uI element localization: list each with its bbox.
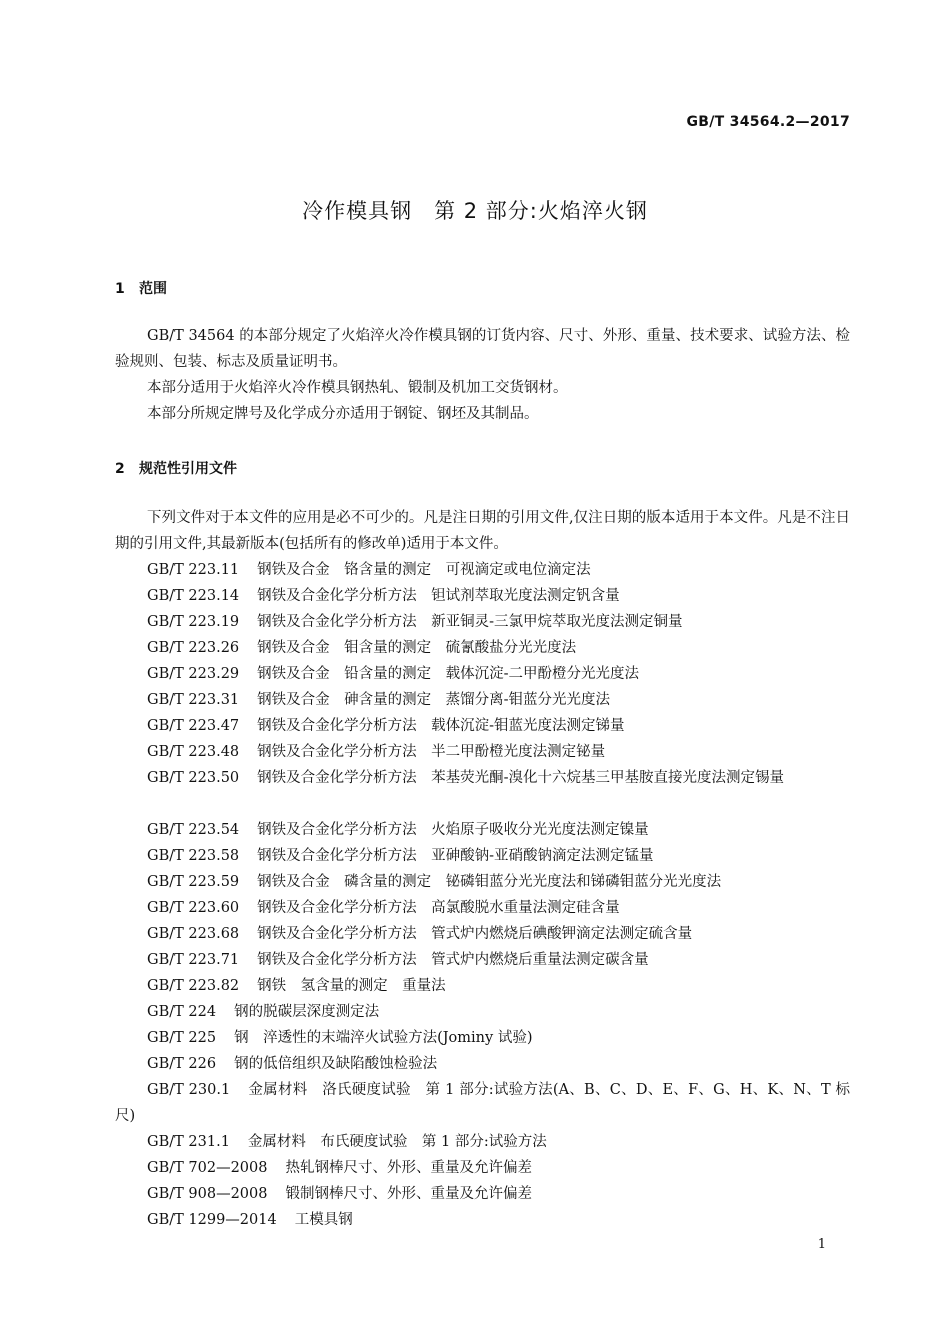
reference-item (147, 1051, 437, 1077)
reference-title: 钢铁及合金 砷含量的测定 蒸馏分离-钼蓝分光光度法 (257, 692, 611, 708)
reference-code: GB/T 223.19 (147, 614, 240, 630)
page-number: 1 (817, 1237, 826, 1252)
reference-code: GB/T 223.59 (147, 874, 240, 890)
reference-code: GB/T 223.47 (147, 718, 240, 734)
reference-item (147, 999, 379, 1025)
reference-title: 钢铁 氢含量的测定 重量法 (257, 978, 446, 994)
reference-code: GB/T 230.1 (147, 1082, 231, 1098)
reference-item (115, 765, 850, 791)
reference-code: GB/T 223.50 (147, 770, 240, 786)
reference-item (147, 583, 620, 609)
reference-title: 钢铁及合金化学分析方法 管式炉内燃烧后重量法测定碳含量 (257, 952, 649, 968)
reference-item (147, 1129, 547, 1155)
reference-item (147, 1181, 532, 1207)
reference-title: 热轧钢棒尺寸、外形、重量及允许偏差 (285, 1160, 532, 1176)
reference-code: GB/T 908—2008 (147, 1186, 268, 1202)
reference-title: 锻制钢棒尺寸、外形、重量及允许偏差 (285, 1186, 532, 1202)
reference-item (147, 1155, 532, 1181)
reference-title: 钢铁及合金 铬含量的测定 可视滴定或电位滴定法 (257, 562, 591, 578)
reference-title: 钢铁及合金化学分析方法 新亚铜灵-三氯甲烷萃取光度法测定铜量 (257, 614, 683, 630)
reference-title: 钢铁及合金 铅含量的测定 载体沉淀-二甲酚橙分光光度法 (257, 666, 640, 682)
reference-title: 钢铁及合金化学分析方法 亚砷酸钠-亚硝酸钠滴定法测定锰量 (257, 848, 654, 864)
reference-item (147, 713, 625, 739)
reference-code: GB/T 223.31 (147, 692, 240, 708)
reference-code: GB/T 223.82 (147, 978, 240, 994)
reference-title: 钢 淬透性的末端淬火试验方法(Jominy 试验) (234, 1030, 533, 1046)
reference-code: GB/T 225 (147, 1030, 217, 1046)
reference-code: GB/T 226 (147, 1056, 217, 1072)
reference-code: GB/T 223.58 (147, 848, 240, 864)
reference-item (147, 557, 591, 583)
reference-item (147, 609, 683, 635)
reference-code: GB/T 223.48 (147, 744, 240, 760)
reference-code: GB/T 224 (147, 1004, 217, 1020)
section-1-heading (115, 278, 167, 298)
reference-title: 工模具钢 (294, 1212, 353, 1228)
reference-item (147, 661, 639, 687)
section-title: 规范性引用文件 (139, 461, 237, 477)
reference-code: GB/T 231.1 (147, 1134, 230, 1150)
section-number: 1 (115, 281, 125, 297)
reference-title: 钢铁及合金化学分析方法 苯基荧光酮-溴化十六烷基三甲基胺直接光度法测定锡量 (257, 770, 785, 786)
reference-title: 钢铁及合金化学分析方法 高氯酸脱水重量法测定硅含量 (257, 900, 620, 916)
reference-item (147, 1025, 532, 1051)
references-intro: 下列文件对于本文件的应用是必不可少的。凡是注日期的引用文件,仅注日期的版本适用于本文件。凡是不注日期的引用文件,其最新版本(包括所有的修改单)适用于本文件。 (115, 510, 850, 552)
reference-code: GB/T 223.71 (147, 952, 240, 968)
reference-item (147, 973, 446, 999)
reference-title: 钢铁及合金化学分析方法 火焰原子吸收分光光度法测定镍量 (257, 822, 649, 838)
scope-paragraph: 本部分所规定牌号及化学成分亦适用于钢锭、钢坯及其制品。 (147, 406, 539, 422)
reference-title: 钢铁及合金化学分析方法 半二甲酚橙光度法测定铋量 (257, 744, 606, 760)
reference-item (147, 687, 610, 713)
reference-code: GB/T 223.26 (147, 640, 240, 656)
reference-code: GB/T 223.29 (147, 666, 240, 682)
reference-title: 钢铁及合金化学分析方法 管式炉内燃烧后碘酸钾滴定法测定硫含量 (257, 926, 693, 942)
scope-paragraph: 本部分适用于火焰淬火冷作模具钢热轧、锻制及机加工交货钢材。 (147, 380, 568, 396)
reference-title: 金属材料 洛氏硬度试验 第 1 部分:试验方法(A、B、C、D、E、F、G、H、K、N、T 标尺) (115, 1082, 850, 1124)
reference-title: 钢铁及合金化学分析方法 载体沉淀-钼蓝光度法测定锑量 (257, 718, 625, 734)
section-title: 范围 (139, 281, 167, 297)
reference-code: GB/T 223.60 (147, 900, 240, 916)
reference-item (147, 843, 654, 869)
reference-title: 钢的低倍组织及缺陷酸蚀检验法 (234, 1056, 438, 1072)
reference-code: GB/T 1299—2014 (147, 1212, 277, 1228)
reference-item (147, 921, 692, 947)
reference-title: 钢铁及合金 钼含量的测定 硫氰酸盐分光光度法 (257, 640, 577, 656)
reference-item (147, 635, 576, 661)
reference-item (147, 817, 649, 843)
section-number: 2 (115, 461, 125, 477)
reference-code: GB/T 702—2008 (147, 1160, 268, 1176)
reference-code: GB/T 223.68 (147, 926, 240, 942)
reference-item (147, 739, 605, 765)
reference-code: GB/T 223.14 (147, 588, 240, 604)
reference-item (147, 1207, 353, 1233)
reference-title: 钢铁及合金化学分析方法 钽试剂萃取光度法测定钒含量 (257, 588, 620, 604)
scope-paragraph: GB/T 34564 的本部分规定了火焰淬火冷作模具钢的订货内容、尺寸、外形、重量、技术要求、试验方法、检验规则、包装、标志及质量证明书。 (115, 328, 850, 370)
reference-item (115, 1077, 850, 1129)
section-2-heading (115, 458, 237, 478)
reference-title: 钢的脱碳层深度测定法 (234, 1004, 380, 1020)
standard-code: GB/T 34564.2—2017 (686, 114, 850, 130)
reference-item (147, 869, 721, 895)
reference-code: GB/T 223.54 (147, 822, 240, 838)
reference-item (147, 895, 620, 921)
reference-title: 金属材料 布氏硬度试验 第 1 部分:试验方法 (247, 1134, 547, 1150)
document-title: 冷作模具钢 第 2 部分:火焰淬火钢 (302, 199, 648, 223)
reference-code: GB/T 223.11 (147, 562, 240, 578)
reference-item (147, 947, 649, 973)
reference-title: 钢铁及合金 磷含量的测定 铋磷钼蓝分光光度法和锑磷钼蓝分光光度法 (257, 874, 722, 890)
